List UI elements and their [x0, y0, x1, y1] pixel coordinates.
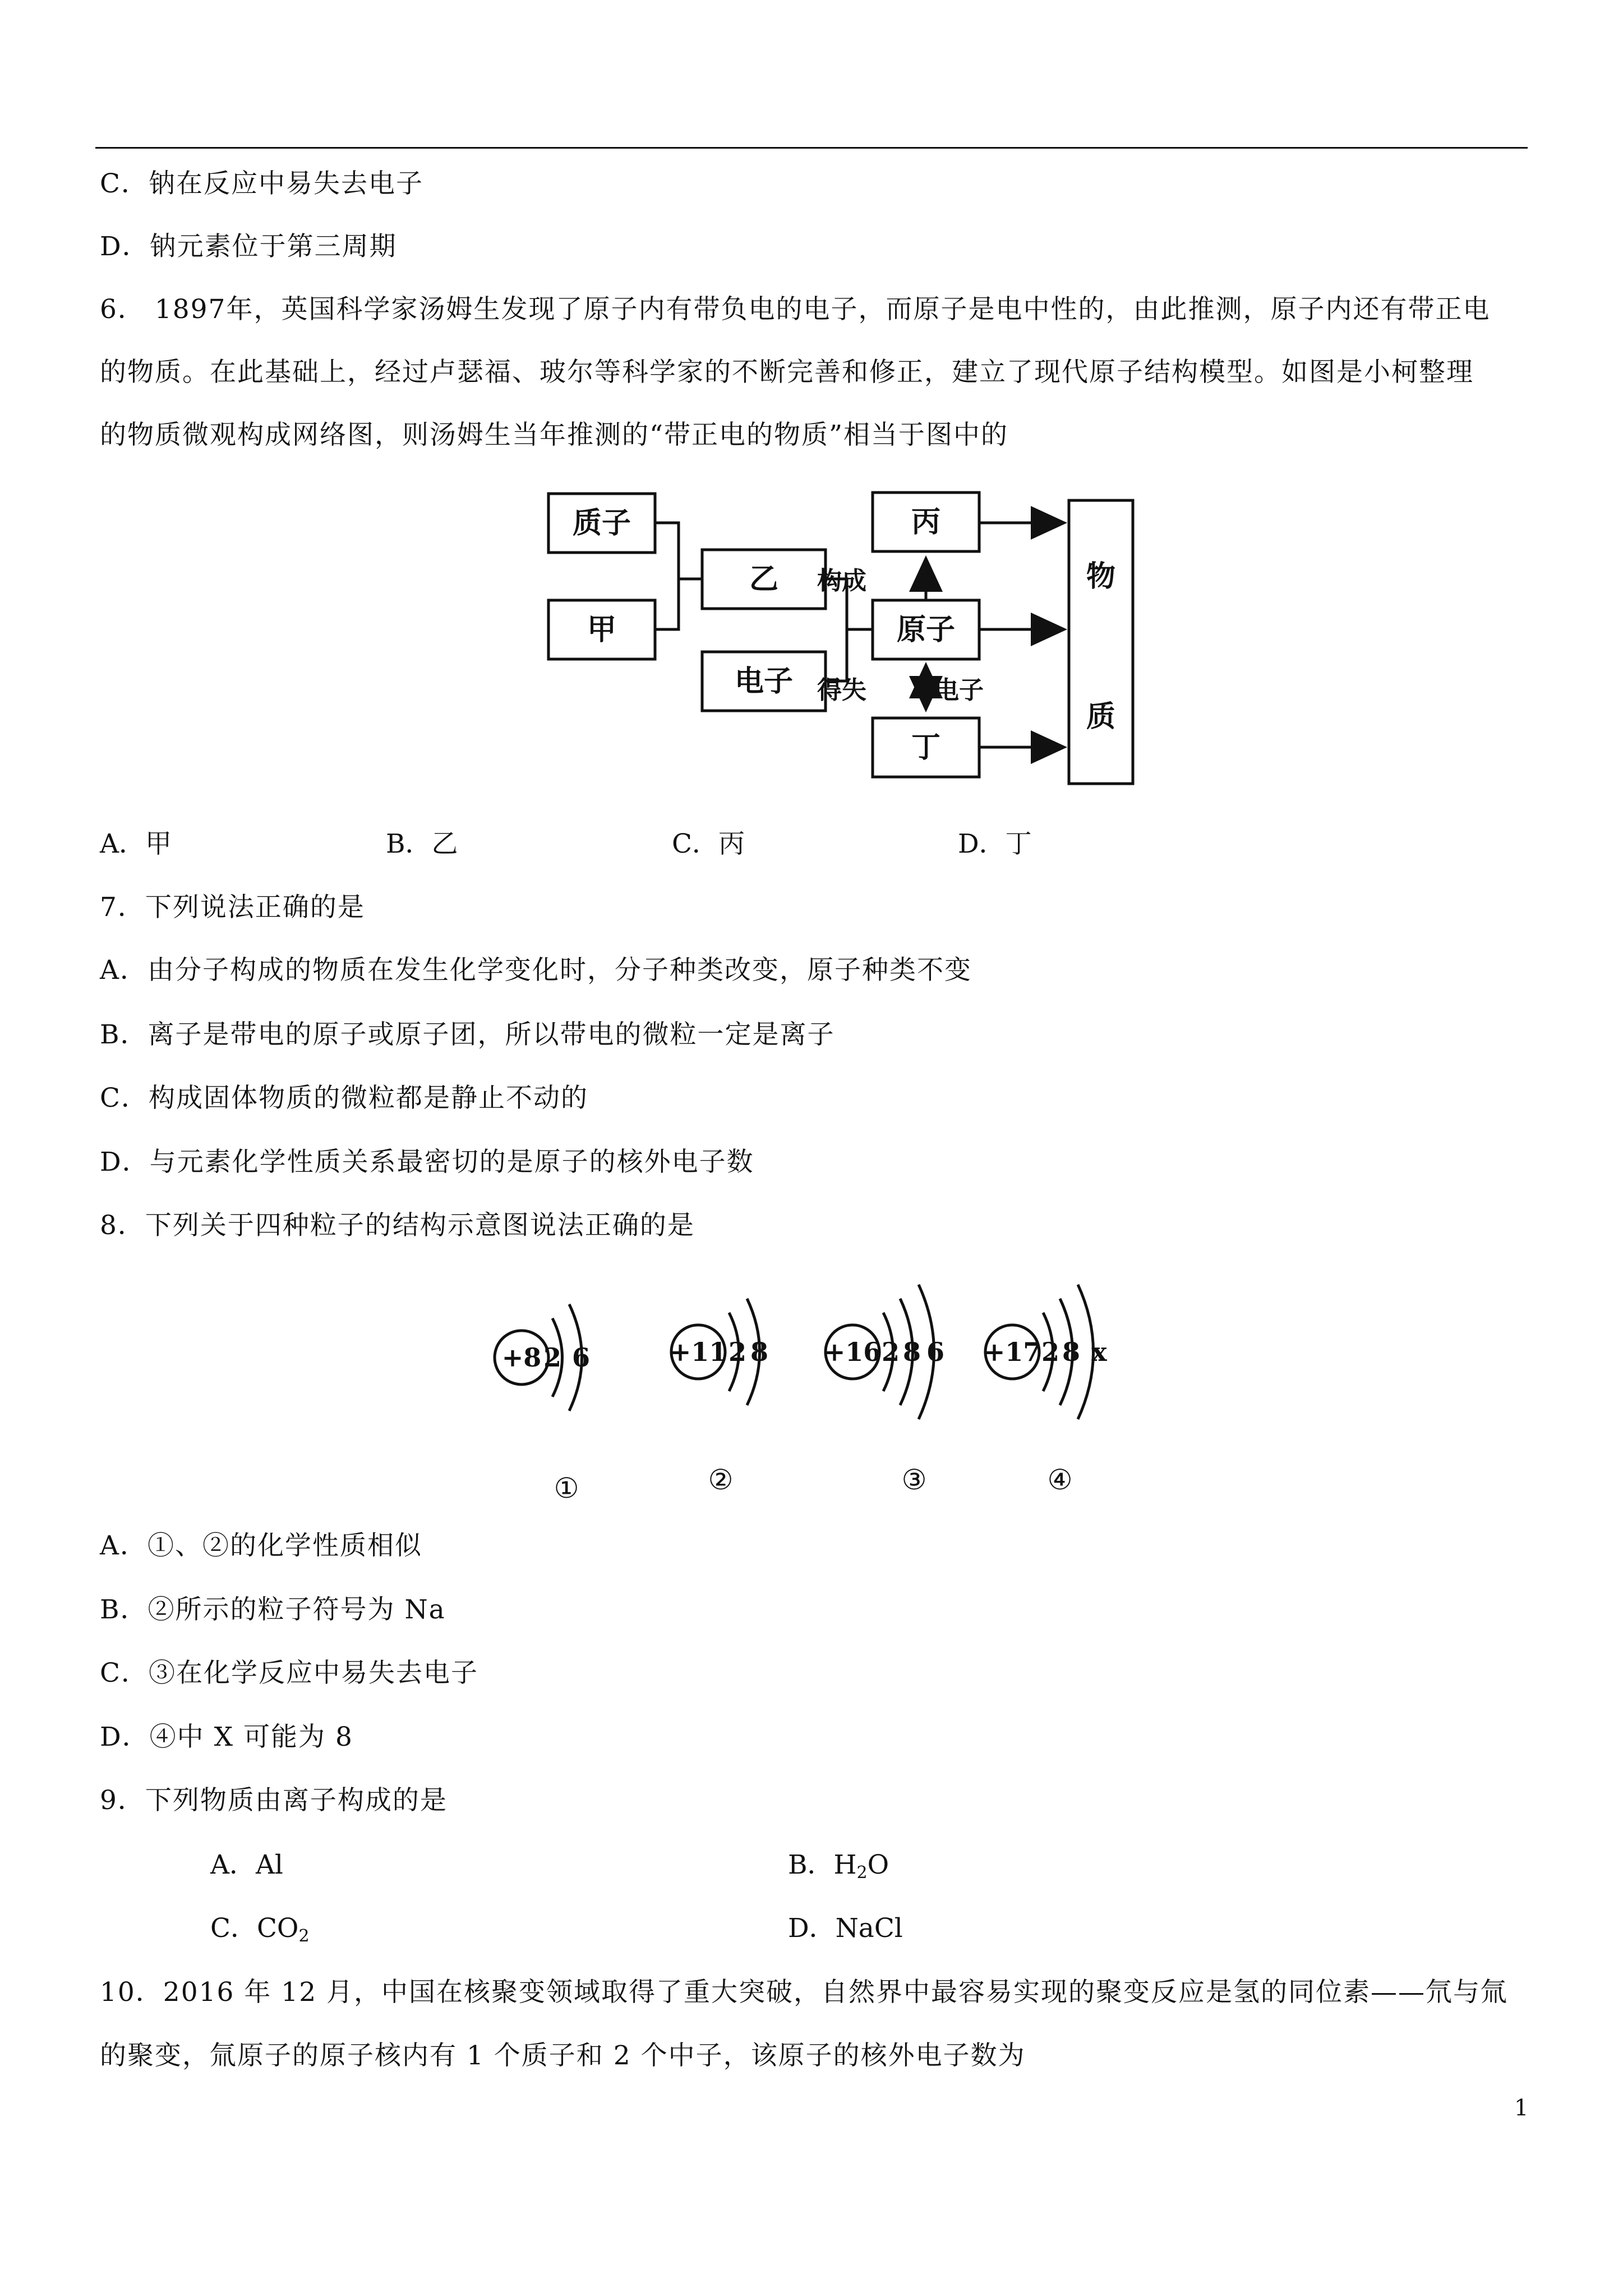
- box-yi: 乙: [749, 562, 779, 596]
- particle1-shell1: 2: [543, 1342, 562, 1373]
- q7-option-c: C．构成固体物质的微粒都是静止不动的: [100, 1083, 588, 1114]
- q9-option-d: D．NaCl: [788, 1913, 903, 1944]
- q8-stem: 8．下列关于四种粒子的结构示意图说法正确的是: [100, 1210, 695, 1241]
- box-proton: 质子: [572, 506, 631, 540]
- header-rule: [95, 147, 1528, 149]
- q10-stem-line1: 10．2016 年 12 月，中国在核聚变领域取得了重大突破，自然界中最容易实现的聚变反应是氢的同位素——氘与氚: [100, 1977, 1509, 2008]
- particle2-nucleus: +11: [669, 1337, 727, 1367]
- q7-stem: 7．下列说法正确的是: [100, 892, 365, 923]
- q6-stem-line2: 的物质。在此基础上，经过卢瑟福、玻尔等科学家的不断完善和修正，建立了现代原子结构模型。如图是小柯整理: [100, 357, 1474, 388]
- q7-option-a: A．由分子构成的物质在发生化学变化时，分子种类改变，原子种类不变: [100, 955, 972, 986]
- page-number: 1: [1514, 2095, 1529, 2121]
- particle3-shell2: 8: [902, 1337, 921, 1367]
- q8-option-a: A．①、②的化学性质相似: [100, 1530, 422, 1561]
- q9-option-b: B．$H_2O$: [788, 1849, 889, 1883]
- q5-option-c: C．钠在反应中易失去电子: [100, 168, 423, 199]
- particle4-shell3: x: [1091, 1337, 1107, 1367]
- label-compose: 构成: [817, 567, 866, 595]
- particle-network-diagram: [538, 482, 1144, 797]
- box-matter-char2: 质: [1086, 700, 1116, 734]
- particle4-label: ④: [1047, 1464, 1073, 1496]
- q6-option-d: D．丁: [958, 829, 1032, 859]
- particle3-shell3: 6: [926, 1337, 945, 1367]
- q7-option-b: B．离子是带电的原子或原子团，所以带电的微粒一定是离子: [100, 1019, 835, 1050]
- particle2-label: ②: [708, 1464, 734, 1496]
- particle1-nucleus: +8: [501, 1342, 542, 1373]
- particle3-shell1: 2: [881, 1337, 900, 1367]
- box-jia: 甲: [587, 613, 617, 647]
- particle3-nucleus: +16: [823, 1337, 882, 1367]
- box-electron: 电子: [734, 664, 794, 698]
- box-bing: 丙: [911, 505, 941, 539]
- label-electron: 电子: [934, 676, 984, 705]
- q8-option-c: C．③在化学反应中易失去电子: [100, 1658, 478, 1688]
- particle3-label: ③: [901, 1464, 927, 1496]
- box-ding: 丁: [911, 730, 941, 765]
- particle4-shell1: 2: [1041, 1337, 1060, 1367]
- q6-option-c: C．丙: [672, 829, 745, 859]
- q6-stem-line3: 的物质微观构成网络图，则汤姆生当年推测的“带正电的物质”相当于图中的: [100, 420, 1009, 450]
- particle1-label: ①: [554, 1472, 579, 1504]
- particle1-shell2: 6: [571, 1342, 591, 1373]
- particle2-shell2: 8: [750, 1337, 769, 1367]
- q6-option-a: A．甲: [100, 829, 172, 859]
- particle4-shell2: 8: [1062, 1337, 1081, 1367]
- q8-option-d: D．④中 X 可能为 8: [100, 1722, 353, 1752]
- q9-option-c: C．$CO_2$: [210, 1913, 310, 1946]
- particle4-nucleus: +17: [983, 1337, 1041, 1367]
- q10-stem-line2: 的聚变，氚原子的原子核内有 1 个质子和 2 个中子，该原子的核外电子数为: [100, 2040, 1026, 2071]
- particle2-shell1: 2: [728, 1337, 747, 1367]
- q5-option-d: D．钠元素位于第三周期: [100, 231, 397, 262]
- q6-option-b: B．乙: [386, 829, 458, 859]
- atomic-structure-diagrams: [482, 1251, 1166, 1515]
- q6-stem-line1: 6． 1897年，英国科学家汤姆生发现了原子内有带负电的电子，而原子是电中性的，由此推测，原子内还有带正电: [100, 294, 1491, 325]
- q9-option-a: A．Al: [210, 1849, 283, 1880]
- box-atom: 原子: [896, 613, 956, 647]
- q7-option-d: D．与元素化学性质关系最密切的是原子的核外电子数: [100, 1147, 754, 1177]
- box-matter-char1: 物: [1086, 559, 1116, 593]
- label-gain-loss: 得失: [817, 676, 866, 705]
- q8-option-b: B．②所示的粒子符号为 Na: [100, 1594, 446, 1625]
- q9-stem: 9．下列物质由离子构成的是: [100, 1785, 448, 1816]
